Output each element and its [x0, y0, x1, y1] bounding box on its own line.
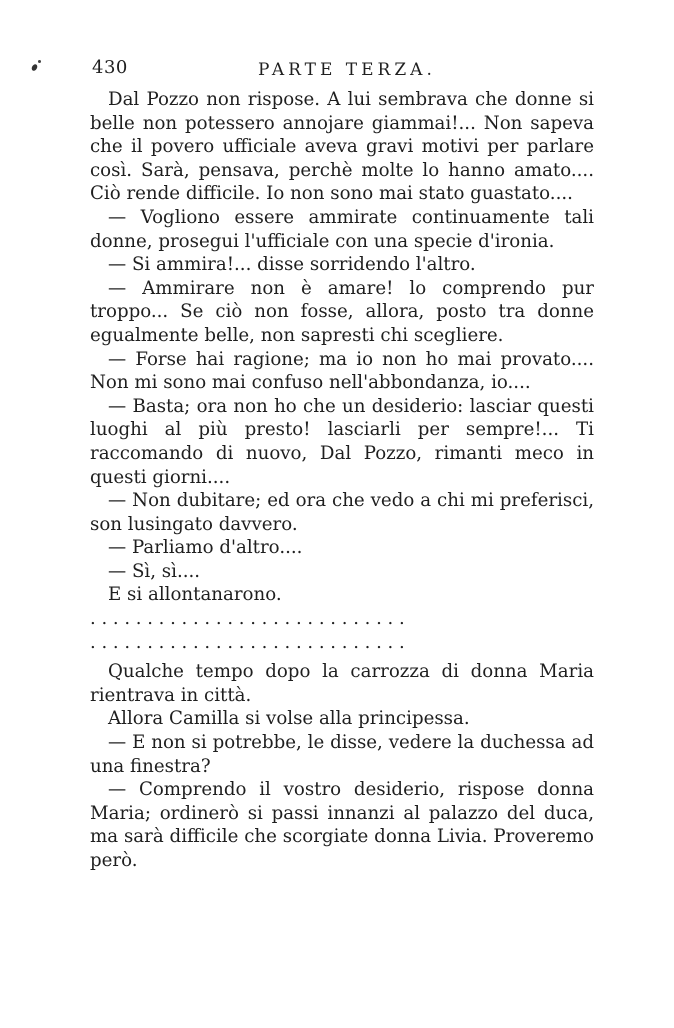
paragraph: — Parliamo d'altro....	[108, 537, 303, 559]
paragraph: — Si ammira!... disse sorridendo l'altro.	[108, 254, 476, 276]
paragraph: E si allontanarono.	[108, 584, 282, 606]
paragraph: — Forse hai ragione; ma io non ho mai provato.... Non mi sono mai confuso nell'abbondanza, io....	[90, 348, 594, 394]
running-head: PARTE TERZA.	[258, 60, 436, 80]
paragraph: — Basta; ora non ho che un desiderio: lasciar questi luoghi al più presto! lasciarli per sempre!... Ti raccomando di nuovo, Dal Pozzo, rimanti meco in questi giorni....	[90, 395, 594, 488]
paragraph: Qualche tempo dopo la carrozza di donna Maria rientrava in città.	[90, 661, 594, 706]
separator-dots: . . . . . . . . . . . . . . . . . . . . . . . . . . . .	[90, 608, 405, 630]
paragraph: Allora Camilla si volse alla principessa.	[108, 708, 470, 730]
paragraph: — Non dubitare; ed ora che vedo a chi mi preferisci, son lusingato davvero.	[90, 490, 594, 535]
paragraph: — Ammirare non è amare! lo comprendo pur troppo... Se ciò non fosse, allora, posto tra donne egualmente belle, non sapresti chi scegliere.	[90, 277, 594, 346]
page-number: 430	[92, 57, 128, 78]
paragraph: — E non si potrebbe, le disse, vedere la duchessa ad una finestra?	[90, 732, 594, 777]
paragraph: Dal Pozzo non rispose. A lui sembrava che donne si belle non potessero annojare giammai!... Non sapeva che il povero ufficiale aveva gravi motivi per parlare così. Sarà, pensava, perchè molte lo hanno amato.... Ciò rende difficile. Io non sono mai stato guastato....	[90, 89, 594, 205]
separator-dots: . . . . . . . . . . . . . . . . . . . . . . . . . . . .	[90, 631, 405, 653]
paragraph: — Comprendo il vostro desiderio, rispose donna Maria; ordinerò si passi innanzi al palazzo del duca, ma sarà difficile che scorgiate donna Livia. Proveremo però.	[90, 779, 594, 871]
paragraph: — Sì, sì....	[108, 560, 201, 582]
ink-smudge-small	[38, 60, 41, 63]
ink-smudge	[31, 63, 39, 72]
body-text	[90, 88, 594, 873]
paragraph: — Vogliono essere ammirate continuamente tali donne, prosegui l'ufficiale con una specie d'ironia.	[90, 206, 594, 252]
